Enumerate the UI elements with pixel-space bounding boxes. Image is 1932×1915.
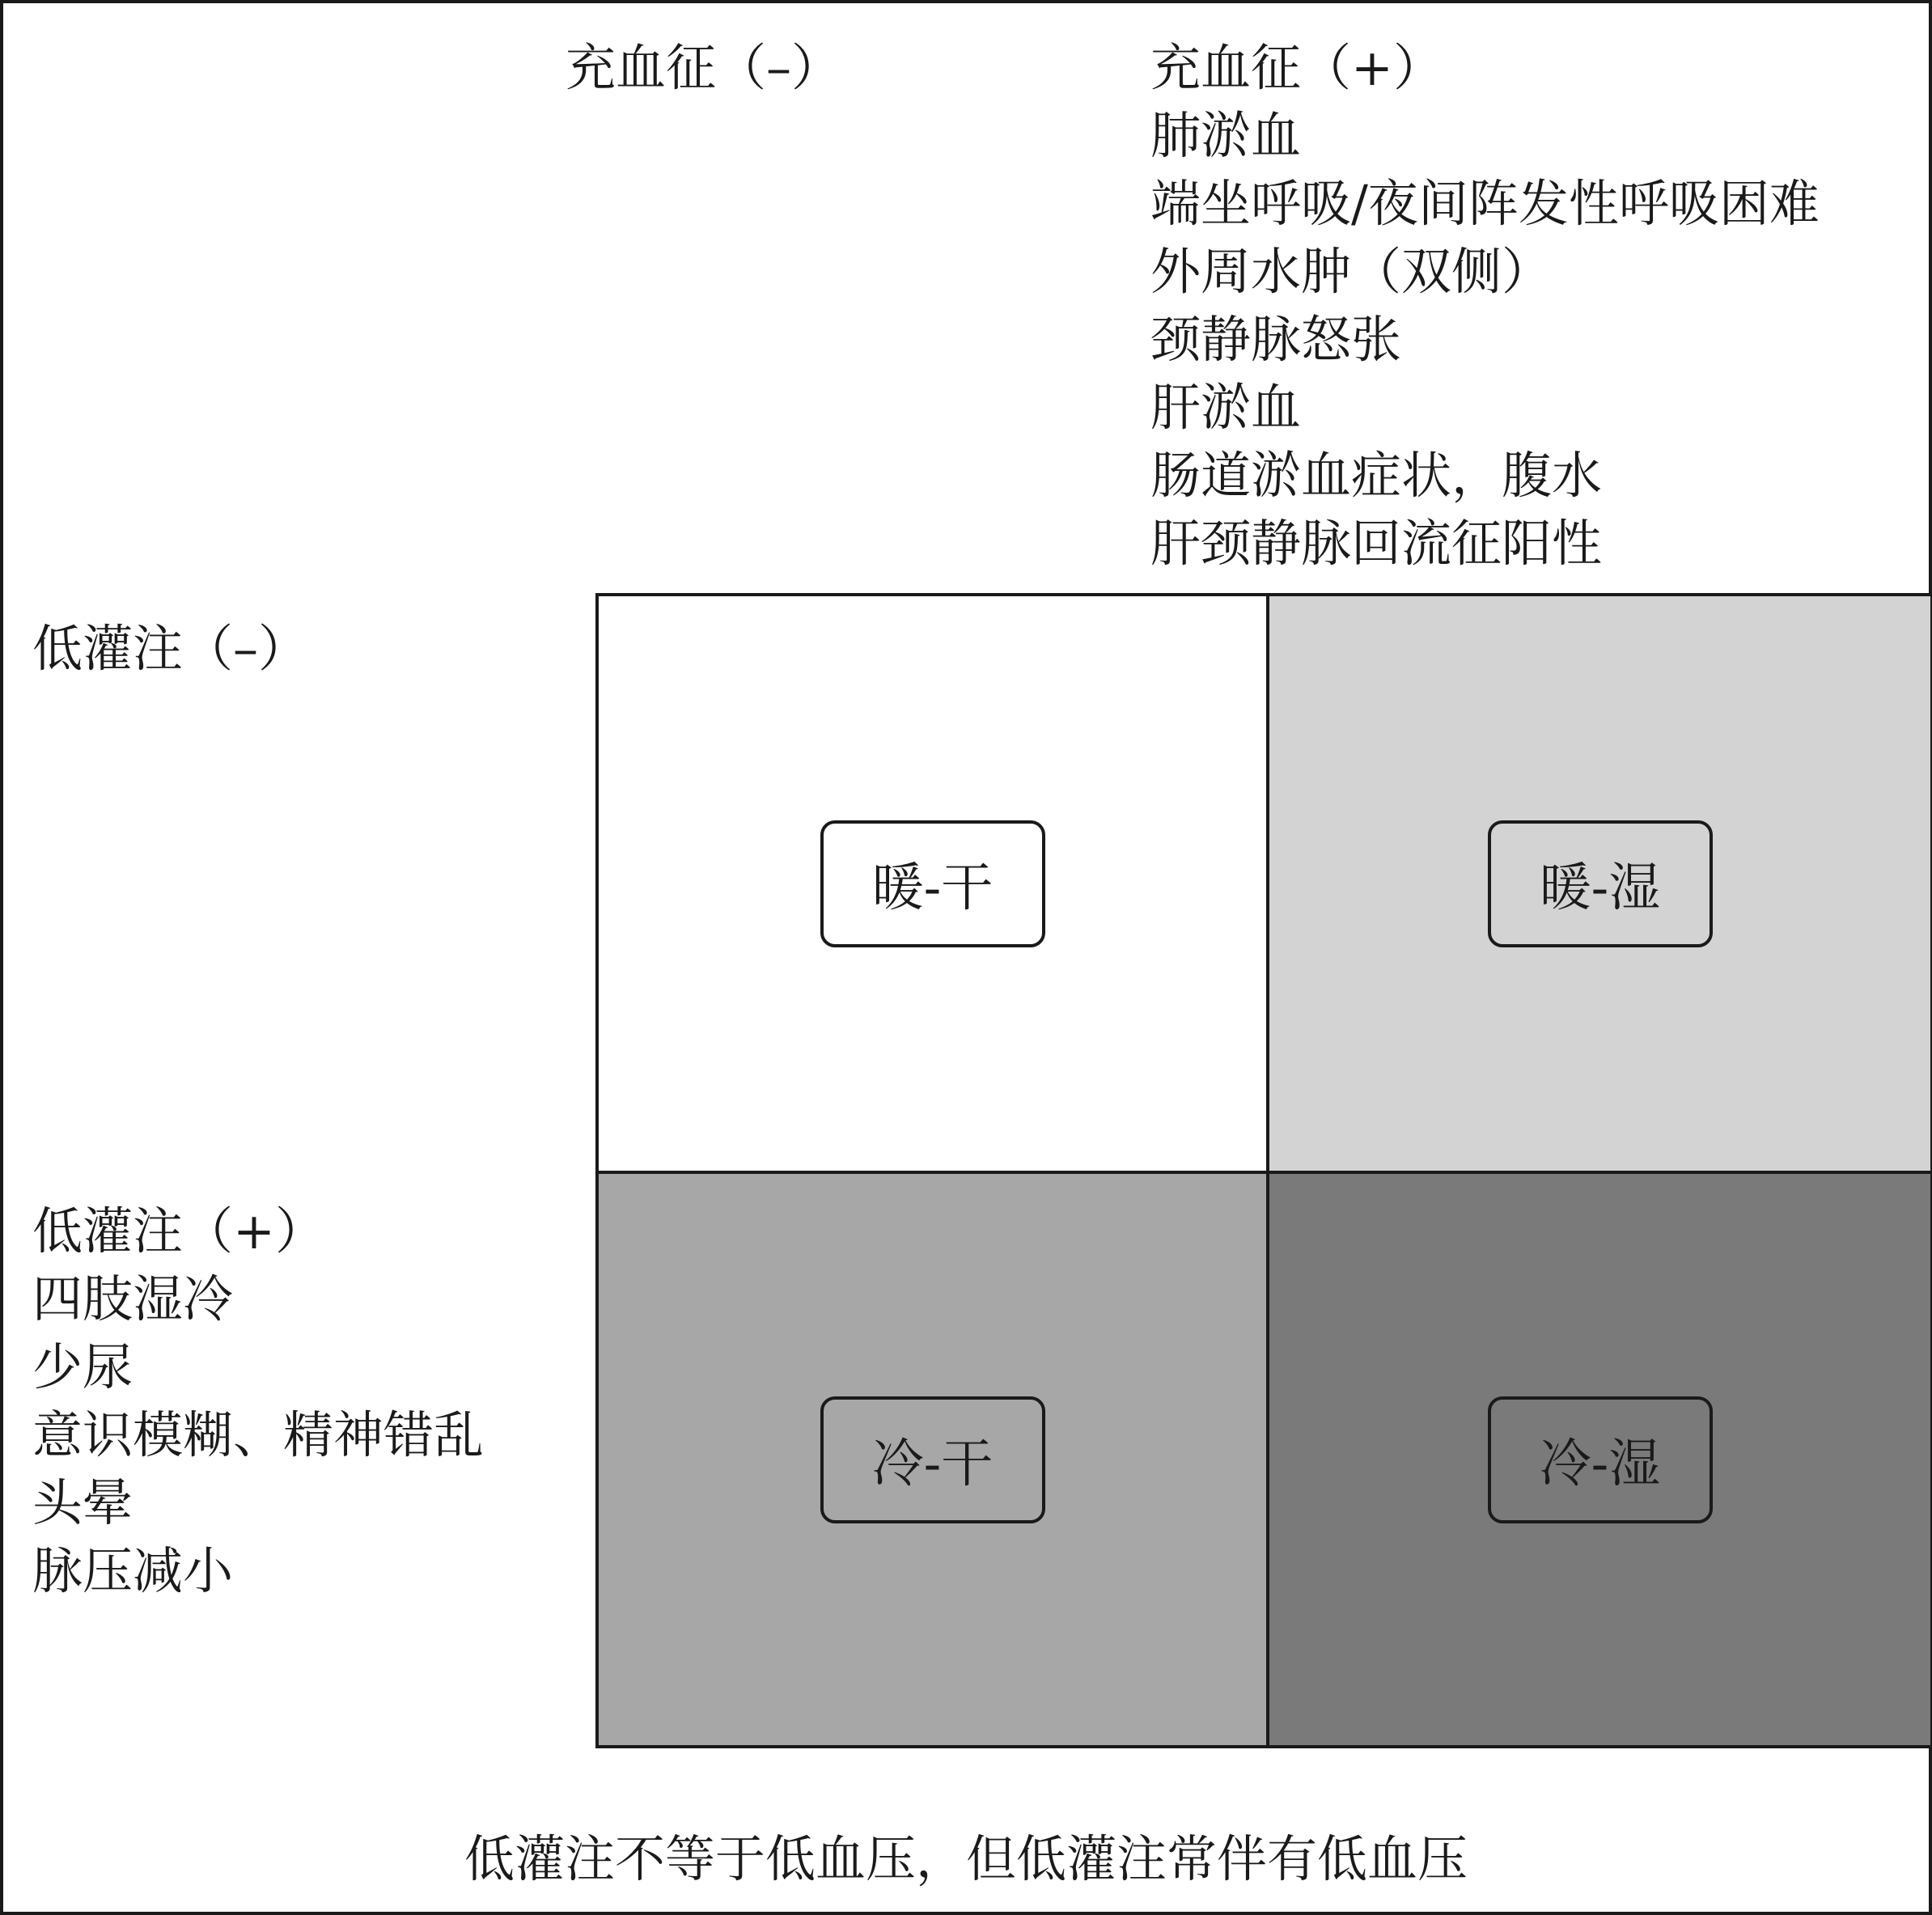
- cold-dry-tag: 冷-干: [820, 1396, 1045, 1523]
- congestion-negative-header: 充血征（–）: [566, 38, 842, 97]
- congestion-positive-panel: [1150, 34, 1820, 578]
- hypoperfusion-sign: 头晕: [32, 1473, 133, 1532]
- congestion-signs-list: [1150, 102, 1820, 578]
- hypoperfusion-sign: 少尿: [32, 1337, 133, 1396]
- hypoperfusion-sign: 意识模糊、精神错乱: [32, 1405, 485, 1464]
- hypoperfusion-negative-header: 低灌注（–）: [32, 619, 309, 678]
- congestion-positive-header: 充血征（+）: [1150, 38, 1443, 97]
- congestion-sign: 肺淤血: [1150, 106, 1302, 165]
- quadrant-warm-wet: [1269, 596, 1930, 1174]
- congestion-sign: 颈静脉怒张: [1150, 310, 1402, 369]
- hypoperfusion-signs-list: [32, 1265, 484, 1605]
- congestion-sign: 外周水肿（双侧）: [1150, 242, 1553, 301]
- congestion-sign: 端坐呼吸/夜间阵发性呼吸困难: [1150, 174, 1820, 233]
- hypoperfusion-sign: 四肢湿冷: [32, 1269, 234, 1328]
- congestion-sign: 肝颈静脉回流征阳性: [1150, 514, 1603, 573]
- warm-dry-tag: 暖-干: [820, 820, 1045, 947]
- hypoperfusion-sign: 脉压减小: [32, 1541, 234, 1600]
- quadrant-grid: [595, 593, 1932, 1748]
- quadrant-warm-dry: [599, 596, 1269, 1174]
- congestion-sign: 肝淤血: [1150, 378, 1302, 437]
- congestion-sign: 肠道淤血症状，腹水: [1150, 446, 1603, 505]
- hypoperfusion-positive-panel: [32, 1197, 484, 1605]
- quadrant-cold-wet: [1269, 1174, 1930, 1745]
- quadrant-cold-dry: [599, 1174, 1269, 1745]
- warm-wet-tag: 暖-湿: [1488, 820, 1713, 947]
- cold-wet-tag: 冷-湿: [1488, 1396, 1713, 1523]
- hypoperfusion-positive-header: 低灌注（+）: [32, 1201, 325, 1260]
- footnote: 低灌注不等于低血压，但低灌注常伴有低血压: [464, 1829, 1468, 1888]
